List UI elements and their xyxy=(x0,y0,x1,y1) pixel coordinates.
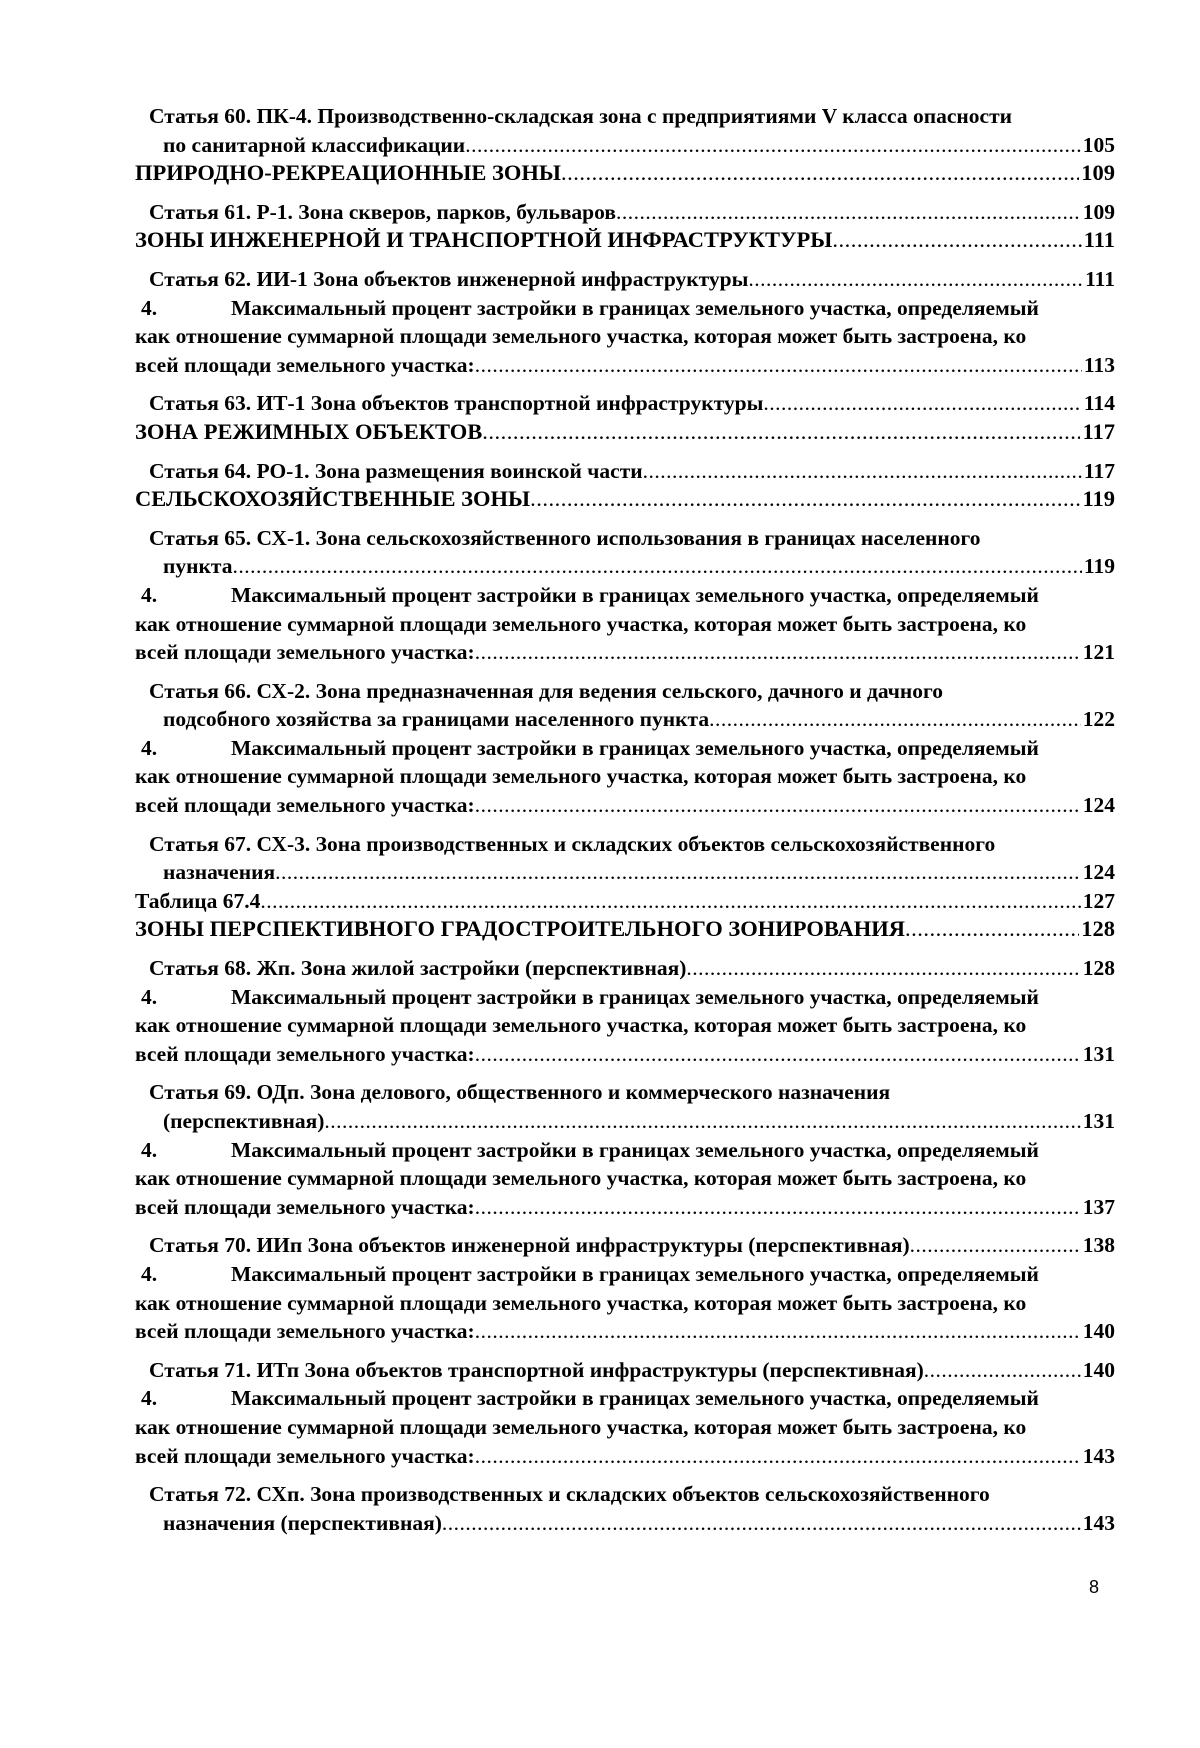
dot-leader xyxy=(475,638,1081,667)
dot-leader xyxy=(763,389,1082,418)
toc-entry-e8[interactable] xyxy=(135,418,1115,447)
dot-leader xyxy=(475,1317,1081,1346)
dot-leader xyxy=(475,351,1082,380)
toc-entry-leader-line xyxy=(149,131,1115,160)
toc-entry-title: Статья 64. РО-1. Зона размещения воинской части xyxy=(149,458,643,483)
dot-leader xyxy=(686,954,1080,983)
toc-entry-e18[interactable] xyxy=(135,954,1115,983)
toc-entry-e17[interactable] xyxy=(135,915,1115,944)
page-number: 8 xyxy=(1089,1577,1100,1597)
toc-entry-title: (перспективная) xyxy=(163,1109,325,1133)
toc-entry-line xyxy=(135,983,1115,1012)
dot-leader xyxy=(748,265,1083,294)
toc-entry-line: как отношение суммарной площади земельного участка, которая может быть застроена, ко xyxy=(135,324,1027,349)
dot-leader xyxy=(475,1442,1081,1471)
toc-entry-line: Статья 72. СХп. Зона производственных и складских объектов сельскохозяйственного xyxy=(149,1482,990,1507)
toc-entry-leader-line xyxy=(149,1107,1115,1136)
toc-entry-e24[interactable] xyxy=(135,1356,1115,1385)
entry-spacer xyxy=(135,514,1115,524)
toc-entry-title: Статья 68. Жп. Зона жилой застройки (перспективная) xyxy=(149,956,687,981)
toc-entry-line: Статья 65. СХ-1. Зона сельскохозяйственного использования в границах населенного xyxy=(149,525,981,550)
toc-entry-leader-line xyxy=(149,198,1115,227)
entry-spacer xyxy=(135,820,1115,830)
toc-page-number[interactable]: 117 xyxy=(1082,418,1115,444)
item-text: Максимальный процент застройки в границах земельного участка, определяемый xyxy=(231,1261,1039,1286)
item-number: 4. xyxy=(141,1261,158,1286)
entry-spacer xyxy=(135,1470,1115,1480)
toc-entry-title: назначения xyxy=(163,860,276,885)
toc-page-number[interactable]: 140 xyxy=(1082,1357,1115,1382)
toc-entry-leader-line xyxy=(149,1356,1115,1385)
toc-entry-e21[interactable] xyxy=(135,1136,1115,1222)
toc-entry-title: ЗОНЫ ПЕРСПЕКТИВНОГО ГРАДОСТРОИТЕЛЬНОГО ЗОНИРОВАНИЯ xyxy=(135,916,905,942)
toc-entry-leader-line xyxy=(135,887,1115,916)
toc-entry-title: пункта xyxy=(163,554,233,579)
toc-page-number[interactable]: 113 xyxy=(1083,352,1115,377)
toc-entry-leader-line xyxy=(135,915,1115,944)
toc-entry-title: Таблица 67.4 xyxy=(135,888,261,913)
toc-entry-line: как отношение суммарной площади земельного участка, которая может быть застроена, ко xyxy=(135,1166,1027,1191)
toc-entry-title: ЗОНА РЕЖИМНЫХ ОБЪЕКТОВ xyxy=(135,418,483,444)
toc-entry-e16[interactable] xyxy=(135,887,1115,916)
toc-entry-line: как отношение суммарной площади земельного участка, которая может быть застроена, ко xyxy=(135,1414,1027,1439)
toc-page-number[interactable]: 109 xyxy=(1082,199,1115,224)
dot-leader xyxy=(905,915,1079,944)
toc-entry-line: Статья 66. СХ-2. Зона предназначенная для ведения сельского, дачного и дачного xyxy=(149,678,944,703)
toc-entry-leader-line xyxy=(135,418,1115,447)
dot-leader xyxy=(910,1231,1081,1260)
toc-page-number[interactable]: 124 xyxy=(1082,860,1115,885)
toc-entry-leader-line xyxy=(149,265,1115,294)
entry-spacer xyxy=(135,188,1115,198)
toc-entry-leader-line xyxy=(135,1040,1115,1069)
dot-leader xyxy=(482,418,1080,447)
entry-spacer xyxy=(135,379,1115,389)
toc-entry-title: по санитарной классификации xyxy=(163,132,466,157)
toc-entry-e19[interactable] xyxy=(135,983,1115,1069)
dot-leader xyxy=(475,791,1081,820)
toc-page-number[interactable]: 117 xyxy=(1083,458,1115,483)
toc-page-number[interactable]: 109 xyxy=(1081,160,1115,186)
toc-entry-e25[interactable] xyxy=(135,1384,1115,1470)
entry-spacer xyxy=(135,667,1115,677)
toc-entry-leader-line xyxy=(149,389,1115,418)
entry-spacer xyxy=(135,255,1115,265)
dot-leader xyxy=(324,1107,1080,1136)
toc-entry-e3[interactable] xyxy=(135,198,1115,227)
item-text: Максимальный процент застройки в границах земельного участка, определяемый xyxy=(231,735,1039,760)
toc-entry-e5[interactable] xyxy=(135,265,1115,294)
toc-entry-leader-line xyxy=(149,1509,1115,1538)
toc-entry-leader-line xyxy=(135,226,1115,255)
toc-entry-line: как отношение суммарной площади земельного участка, которая может быть застроена, ко xyxy=(135,1290,1027,1315)
toc-entry-e23[interactable] xyxy=(135,1260,1115,1346)
toc-entry-title: ПРИРОДНО-РЕКРЕАЦИОННЫЕ ЗОНЫ xyxy=(135,160,561,186)
dot-leader xyxy=(465,131,1081,160)
entry-spacer xyxy=(135,1068,1115,1078)
toc-entry-title: всей площади земельного участка: xyxy=(135,640,475,665)
toc-entry-line: как отношение суммарной площади земельного участка, которая может быть застроена, ко xyxy=(135,1013,1027,1038)
dot-leader xyxy=(709,705,1081,734)
toc-entry-leader-line xyxy=(149,1231,1115,1260)
toc-entry-title: ЗОНЫ ИНЖЕНЕРНОЙ И ТРАНСПОРТНОЙ ИНФРАСТРУКТУРЫ xyxy=(135,227,833,253)
toc-entry-line xyxy=(135,581,1115,610)
toc-entry-line xyxy=(135,734,1115,763)
toc-entry-title: всей площади земельного участка: xyxy=(135,1041,475,1066)
toc-entry-e11[interactable] xyxy=(135,524,1115,581)
item-number: 4. xyxy=(141,1386,158,1411)
toc-page-number[interactable]: 131 xyxy=(1082,1041,1115,1066)
item-text: Максимальный процент застройки в границах земельного участка, определяемый xyxy=(231,1137,1039,1162)
toc-entry-e26[interactable] xyxy=(135,1480,1115,1537)
dot-leader xyxy=(275,858,1081,887)
toc-page-number[interactable]: 119 xyxy=(1083,554,1115,579)
entry-spacer xyxy=(135,1346,1115,1356)
toc-entry-title: СЕЛЬСКОХОЗЯЙСТВЕННЫЕ ЗОНЫ xyxy=(135,486,531,512)
dot-leader xyxy=(442,1509,1081,1538)
toc-page-number[interactable]: 143 xyxy=(1082,1510,1115,1535)
toc-page-number[interactable]: 119 xyxy=(1082,486,1115,512)
entry-spacer xyxy=(135,944,1115,954)
toc-entry-title: Статья 71. ИТп Зона объектов транспортной инфраструктуры (перспективная) xyxy=(149,1357,924,1382)
toc-page-number[interactable]: 121 xyxy=(1082,640,1115,665)
toc-entry-e9[interactable] xyxy=(135,457,1115,486)
item-number: 4. xyxy=(141,1137,158,1162)
toc-entry-line xyxy=(135,1384,1115,1413)
dot-leader xyxy=(233,552,1082,581)
toc-entry-title: всей площади земельного участка: xyxy=(135,1194,475,1219)
toc-entry-line xyxy=(135,1260,1115,1289)
dot-leader xyxy=(924,1356,1081,1385)
toc-entry-e22[interactable] xyxy=(135,1231,1115,1260)
toc-entry-line: Статья 60. ПК-4. Производственно-складская зона с предприятиями V класса опасности xyxy=(149,104,1013,128)
toc-entry-e4[interactable] xyxy=(135,226,1115,255)
dot-leader xyxy=(561,159,1079,188)
toc-entry-line: как отношение суммарной площади земельного участка, которая может быть застроена, ко xyxy=(135,611,1027,636)
toc-entry-title: Статья 62. ИИ-1 Зона объектов инженерной инфраструктуры xyxy=(149,266,749,291)
toc-entry-e2[interactable] xyxy=(135,159,1115,188)
toc-entry-e1[interactable] xyxy=(135,102,1115,159)
toc-entry-leader-line xyxy=(135,1193,1115,1222)
toc-entry-leader-line xyxy=(135,1442,1115,1471)
toc-page-number[interactable]: 128 xyxy=(1081,916,1115,942)
entry-spacer xyxy=(135,1221,1115,1231)
toc-entry-leader-line xyxy=(135,638,1115,667)
toc-entry-e20[interactable] xyxy=(135,1078,1115,1135)
toc-entry-line xyxy=(135,294,1115,323)
toc-entry-title: Статья 61. Р-1. Зона скверов, парков, бульваров xyxy=(149,199,616,224)
item-number: 4. xyxy=(141,735,158,760)
dot-leader xyxy=(260,887,1080,916)
toc-entry-leader-line xyxy=(135,485,1115,514)
toc-page-number[interactable]: 131 xyxy=(1082,1109,1115,1133)
dot-leader xyxy=(643,457,1082,486)
toc-entry-title: Статья 70. ИИп Зона объектов инженерной инфраструктуры (перспективная) xyxy=(149,1233,910,1258)
toc-page-number[interactable]: 138 xyxy=(1082,1233,1115,1258)
toc-page-number[interactable]: 137 xyxy=(1082,1194,1115,1219)
toc-entry-title: всей площади земельного участка: xyxy=(135,1319,475,1344)
toc-entry-e7[interactable] xyxy=(135,389,1115,418)
toc-page-number[interactable]: 111 xyxy=(1083,227,1115,253)
item-text: Максимальный процент застройки в границах земельного участка, определяемый xyxy=(231,1386,1039,1411)
dot-leader xyxy=(616,198,1081,227)
toc-entry-title: всей площади земельного участка: xyxy=(135,352,475,377)
toc-entry-e10[interactable] xyxy=(135,485,1115,514)
toc-page-number[interactable]: 124 xyxy=(1082,793,1115,818)
dot-leader xyxy=(832,226,1081,255)
toc-page-number[interactable]: 127 xyxy=(1082,888,1115,913)
entry-spacer xyxy=(135,447,1115,457)
toc-entry-e6[interactable] xyxy=(135,294,1115,380)
toc-entry-leader-line xyxy=(149,858,1115,887)
toc-entry-line: как отношение суммарной площади земельного участка, которая может быть застроена, ко xyxy=(135,764,1027,789)
toc-entry-line: Статья 67. СХ-3. Зона производственных и складских объектов сельскохозяйственного xyxy=(149,831,996,856)
toc-entry-line: Статья 69. ОДп. Зона делового, общественного и коммерческого назначения xyxy=(149,1080,891,1105)
toc-entry-e15[interactable] xyxy=(135,830,1115,887)
toc-page-number[interactable]: 128 xyxy=(1082,956,1115,981)
toc-entry-title: всей площади земельного участка: xyxy=(135,1443,475,1468)
toc-entry-title: подсобного хозяйства за границами населенного пункта xyxy=(163,707,710,732)
toc-entry-leader-line xyxy=(149,954,1115,983)
toc-entry-leader-line xyxy=(135,351,1115,380)
toc-entry-e13[interactable] xyxy=(135,677,1115,734)
toc-entry-leader-line xyxy=(135,1317,1115,1346)
toc-entry-leader-line xyxy=(135,159,1115,188)
table-of-contents xyxy=(135,102,1115,1537)
toc-page-number[interactable]: 143 xyxy=(1082,1443,1115,1468)
toc-entry-e14[interactable] xyxy=(135,734,1115,820)
item-number: 4. xyxy=(141,984,158,1009)
toc-entry-title: назначения (перспективная) xyxy=(163,1510,442,1535)
toc-entry-line xyxy=(135,1136,1115,1165)
dot-leader xyxy=(475,1040,1081,1069)
dot-leader xyxy=(475,1193,1081,1222)
dot-leader xyxy=(530,485,1080,514)
item-text: Максимальный процент застройки в границах земельного участка, определяемый xyxy=(231,582,1039,607)
toc-page-number[interactable]: 114 xyxy=(1083,391,1115,416)
item-text: Максимальный процент застройки в границах земельного участка, определяемый xyxy=(231,295,1039,320)
toc-page-number[interactable]: 122 xyxy=(1082,707,1115,732)
toc-entry-leader-line xyxy=(135,791,1115,820)
toc-page-number[interactable]: 140 xyxy=(1082,1319,1115,1344)
item-number: 4. xyxy=(141,582,158,607)
toc-entry-leader-line xyxy=(149,457,1115,486)
toc-entry-leader-line xyxy=(149,552,1115,581)
item-text: Максимальный процент застройки в границах земельного участка, определяемый xyxy=(231,984,1039,1009)
item-number: 4. xyxy=(141,295,158,320)
toc-entry-e12[interactable] xyxy=(135,581,1115,667)
toc-entry-title: Статья 63. ИТ-1 Зона объектов транспортной инфраструктуры xyxy=(149,391,764,416)
toc-page-number[interactable]: 111 xyxy=(1085,266,1115,291)
toc-entry-leader-line xyxy=(149,705,1115,734)
toc-entry-title: всей площади земельного участка: xyxy=(135,793,475,818)
toc-page-number[interactable]: 105 xyxy=(1082,132,1115,157)
